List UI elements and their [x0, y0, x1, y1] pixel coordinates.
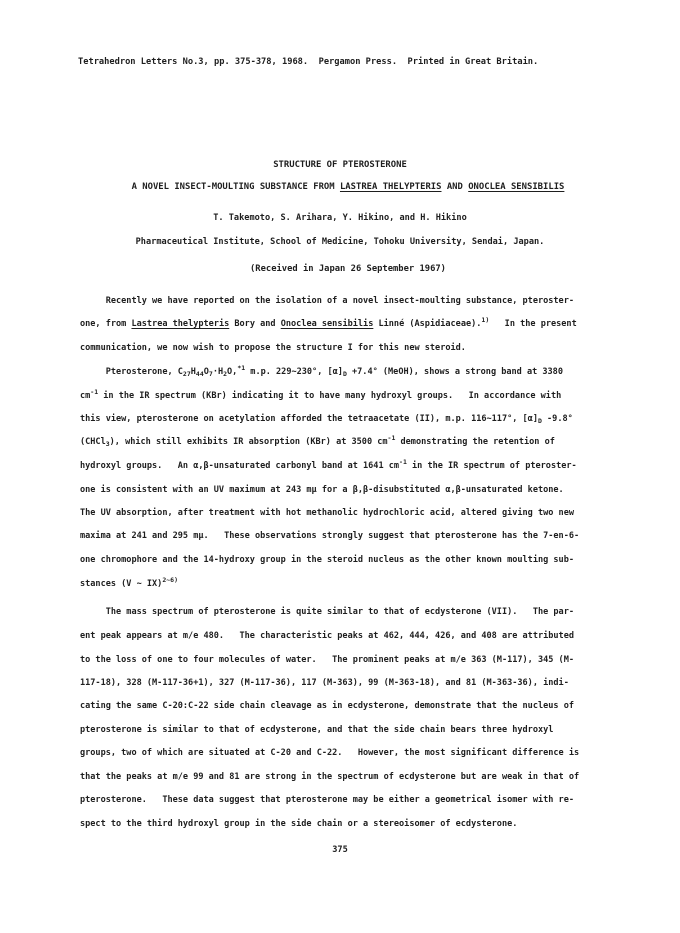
- text-run: hydroxyl groups. An α,β-unsaturated carbonyl band at 1641 cm: [80, 461, 400, 471]
- body-line: pterosterone. These data suggest that pterosterone may be either a geometrical isomer with re-: [80, 795, 574, 805]
- text-run: (CHCl: [80, 437, 106, 447]
- body-line: that the peaks at m/e 99 and 81 are strong in the spectrum of ecdysterone but are weak in that of: [80, 772, 580, 782]
- body-line: [80, 576, 640, 589]
- body-line: [80, 388, 640, 401]
- article-title: STRUCTURE OF PTEROSTERONE: [273, 160, 407, 170]
- text-run: ·H: [212, 367, 224, 377]
- reference-mark: 1): [481, 316, 490, 324]
- text-run: H: [190, 367, 196, 377]
- species-onoclea: Onoclea sensibilis: [280, 319, 374, 329]
- body-line: [80, 458, 640, 471]
- body-line: 117-18), 328 (M-117-36+1), 327 (M-117-36), 117 (M-363), 99 (M-363-18), and 81 (M-363-36), indi-: [80, 678, 569, 688]
- text-run: In the present: [489, 319, 577, 329]
- body-line: [80, 364, 640, 378]
- body-line: [80, 434, 640, 448]
- subscript: D: [342, 370, 347, 378]
- text-run: demonstrating the retention of: [395, 437, 555, 447]
- species-lastrea: Lastrea thelypteris: [131, 319, 230, 329]
- body-line: The mass spectrum of pterosterone is quite similar to that of ecdysterone (VII). The par-: [80, 607, 574, 617]
- subscript: 2: [223, 370, 228, 378]
- subtitle-species-lastrea: LASTREA THELYPTERIS: [339, 182, 442, 192]
- body-line: one is consistent with an UV maximum at 243 mμ for a β,β-disubstituted α,β-unsaturated ketone.: [80, 485, 564, 495]
- text-run: in the IR spectrum of pteroster-: [406, 461, 577, 471]
- superscript: -1: [399, 458, 407, 466]
- body-line: maxima at 241 and 295 mμ. These observations strongly suggest that pterosterone has the 7-en-6-: [80, 531, 580, 541]
- body-line: communication, we now wish to propose the structure I for this new steroid.: [80, 343, 466, 353]
- text-run: Pterosterone, C: [80, 367, 183, 377]
- subscript: 3: [105, 440, 110, 448]
- text-run: O: [203, 367, 209, 377]
- page-number: 375: [332, 845, 348, 855]
- subscript: 27: [182, 370, 191, 378]
- body-line: groups, two of which are situated at C-20 and C-22. However, the most significant difference is: [80, 748, 580, 758]
- received-date: (Received in Japan 26 September 1967): [250, 264, 446, 274]
- subscript: D: [537, 417, 542, 425]
- body-line: spect to the third hydroxyl group in the side chain or a stereoisomer of ecdysterone.: [80, 819, 518, 829]
- reference-mark: 2~6): [162, 576, 178, 584]
- body-line: The UV absorption, after treatment with hot methanolic hydrochloric acid, altered giving two new: [80, 508, 574, 518]
- body-line: to the loss of one to four molecules of water. The prominent peaks at m/e 363 (M-117), 345 (M-: [80, 655, 574, 665]
- body-line: pterosterone is similar to that of ecdysterone, and that the side chain bears three hydroxyl: [80, 725, 554, 735]
- text-run: +7.4° (MeOH), shows a strong band at 3380: [346, 367, 563, 377]
- text-run: Bory and: [229, 319, 281, 329]
- text-run: stances (V ~ IX): [80, 579, 163, 589]
- body-line: [80, 316, 640, 329]
- superscript: -1: [90, 388, 99, 396]
- body-line: Recently we have reported on the isolation of a novel insect-moulting substance, pteroster-: [80, 296, 574, 306]
- body-line: cating the same C-20:C-22 side chain cleavage as in ecdysterone, demonstrate that the nucleus of: [80, 701, 574, 711]
- text-run: m.p. 229~230°, [α]: [245, 367, 343, 377]
- text-run: O,: [227, 367, 238, 377]
- body-line: ent peak appears at m/e 480. The characteristic peaks at 462, 444, 426, and 408 are attributed: [80, 631, 574, 641]
- subscript: 44: [195, 370, 204, 378]
- body-line: one chromophore and the 14-hydroxy group in the steroid nucleus as the other known moulting sub-: [80, 555, 574, 565]
- text-run: cm: [80, 391, 91, 401]
- text-run: -9.8°: [541, 414, 573, 424]
- text-run: in the IR spectrum (KBr) indicating it to have many hydroxyl groups. In accordance with: [98, 391, 562, 401]
- article-subtitle: [8, 183, 680, 192]
- affiliation: Pharmaceutical Institute, School of Medicine, Tohoku University, Sendai, Japan.: [135, 237, 545, 247]
- running-head: Tetrahedron Letters No.3, pp. 375-378, 1968. Pergamon Press. Printed in Great Britain.: [78, 57, 539, 67]
- subtitle-and: AND: [441, 182, 469, 192]
- author-list: T. Takemoto, S. Arihara, Y. Hikino, and H. Hikino: [213, 213, 467, 223]
- text-run: Linné (Aspidiaceae).: [373, 319, 482, 329]
- body-line: [80, 415, 640, 424]
- text-run: one, from: [80, 319, 132, 329]
- subtitle-species-onoclea: ONOCLEA SENSIBILIS: [468, 182, 565, 192]
- subscript: 7: [208, 370, 213, 378]
- footnote-mark: *1: [237, 364, 246, 372]
- subtitle-prefix: A NOVEL INSECT-MOULTING SUBSTANCE FROM: [131, 182, 340, 192]
- text-run: ), which still exhibits IR absorption (KBr) at 3500 cm: [109, 437, 388, 447]
- superscript: -1: [387, 434, 396, 442]
- text-run: this view, pterosterone on acetylation afforded the tetraacetate (II), m.p. 116~117°, [α]: [80, 414, 538, 424]
